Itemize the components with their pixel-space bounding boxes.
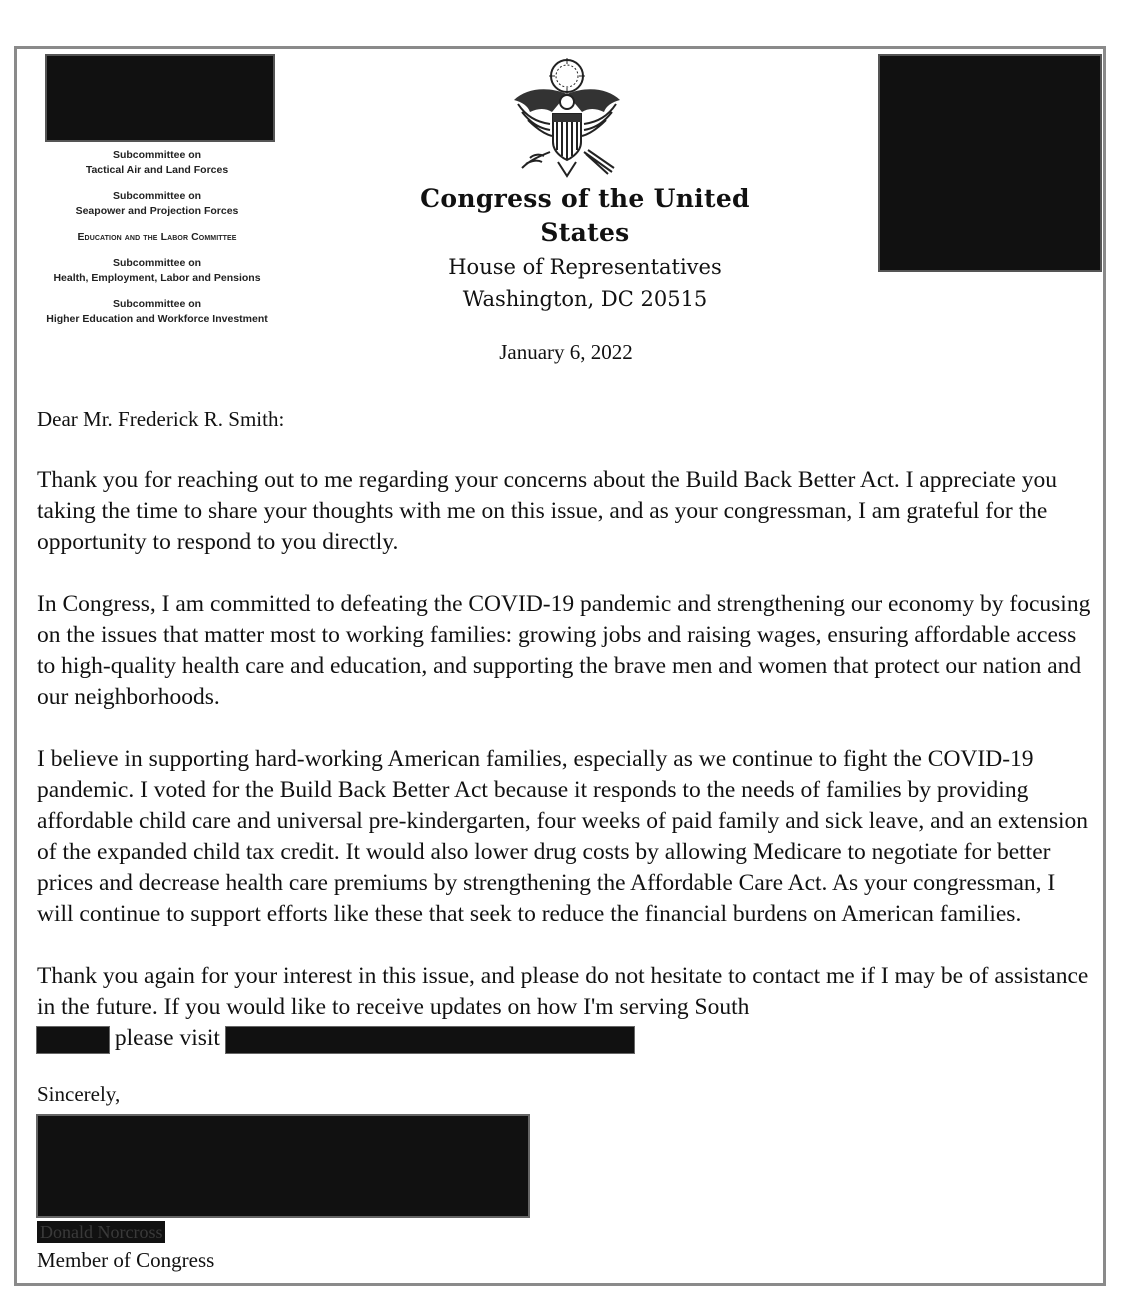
paragraph: In Congress, I am committed to defeating the COVID-19 pandemic and strengthening our economy by focusing on the issues that matter most to working families: growing jobs and raising wages, ensuring affordable access to high-quality health care and education, and supporting the brave men and women that protect our nation and our neighborhoods.: [37, 591, 1091, 710]
redacted-box-top-right: [880, 56, 1100, 270]
paragraph: Thank you for reaching out to me regarding your concerns about the Build Back Better Act. I appreciate you taking the time to share your thoughts with me on this issue, and as your congressman, I am grateful for the opportunity to respond to you directly.: [37, 467, 1057, 555]
letterhead-title: Congress of the United States: [420, 184, 750, 247]
redacted-state: [37, 1027, 109, 1053]
letter-body: [37, 404, 1097, 1054]
committee-item: Subcommittee on Seapower and Projection Forces: [75, 190, 239, 217]
committee-item: Subcommittee on Tactical Air and Land Forces: [85, 149, 229, 176]
redacted-box-top-left: [47, 56, 273, 140]
committee-item: Subcommittee on Higher Education and Workforce Investment: [46, 298, 268, 325]
signer-name: Donald Norcross: [37, 1221, 165, 1243]
committee-item: Subcommittee on Health, Employment, Labor and Pensions: [53, 257, 261, 284]
letterhead-address: Washington, DC 20515: [462, 287, 708, 311]
visit-text: please visit: [114, 1025, 220, 1051]
final-paragraph-text: Thank you again for your interest in this issue, and please do not hesitate to contact me if I may be of assistance in the future. If you would like to receive updates on how I'm serving South: [37, 963, 1089, 1020]
final-paragraph: [37, 961, 1097, 1054]
letterhead-chamber: House of Representatives: [448, 255, 722, 279]
redacted-signature: [38, 1116, 528, 1216]
committee-item: Education and the Labor Committee: [77, 231, 237, 243]
signer-title: Member of Congress: [37, 1248, 215, 1272]
great-seal-eagle-icon: [508, 56, 626, 182]
letter-date: January 6, 2022: [499, 340, 633, 364]
paragraph: I believe in supporting hard-working American families, especially as we continue to fight the COVID-19 pandemic. I voted for the Build Back Better Act because it responds to the needs of families by providing affordable child care and universal pre-kindergarten, four weeks of paid family and sick leave, and an extension of the expanded child tax credit. It would also lower drug costs by allowing Medicare to negotiate for better prices and decrease health care premiums by strengthening the Affordable Care Act. As your congressman, I will continue to support efforts like these that seek to reduce the financial burdens on American families.: [37, 746, 1088, 927]
redacted-website: [226, 1027, 634, 1053]
closing: Sincerely,: [37, 1082, 121, 1106]
committee-list: [24, 148, 290, 338]
letterhead: [380, 182, 790, 314]
salutation: Dear Mr. Frederick R. Smith:: [37, 407, 285, 431]
